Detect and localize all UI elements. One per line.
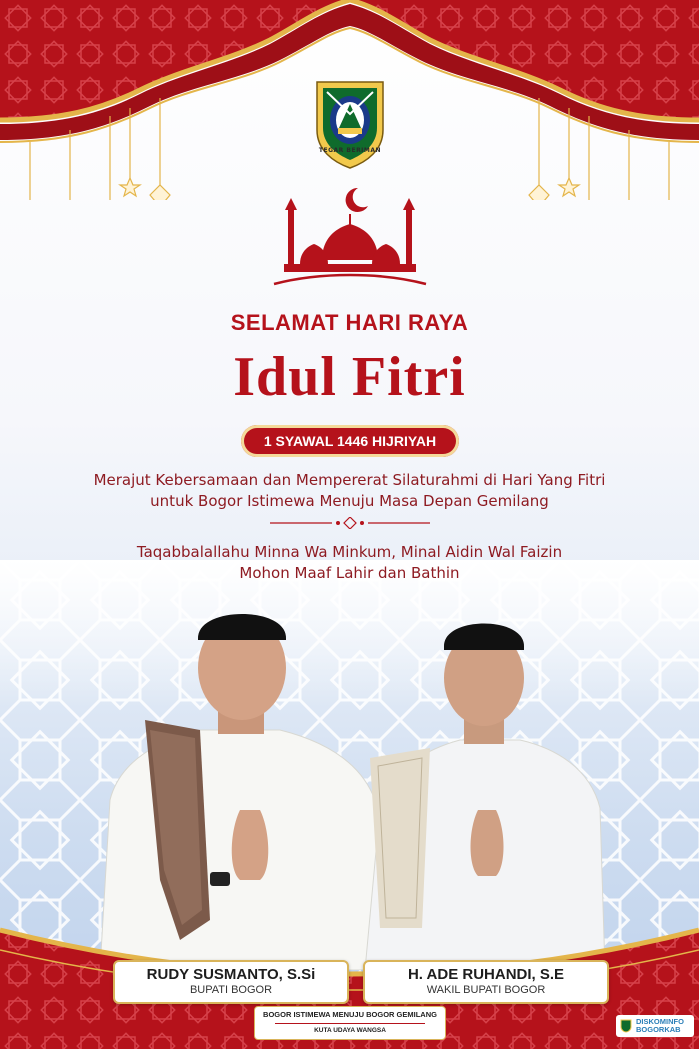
regent-title: BUPATI BOGOR	[189, 984, 273, 996]
regent-nameplate	[113, 960, 349, 1004]
diskominfo-line-2: BOGORKAB	[636, 1025, 681, 1034]
vice-regent-title: WAKIL BUPATI BOGOR	[426, 984, 546, 996]
mosque-crescent-icon	[270, 180, 430, 295]
tagline-line-1: Merajut Kebersamaan dan Mempererat Silaturahmi di Hari Yang Fitri	[93, 471, 606, 489]
prayer-line-1: Taqabbalallahu Minna Wa Minkum, Minal Aidin Wal Faizin	[136, 543, 563, 561]
logo-motto: TEGAR BERIMAN	[318, 147, 382, 154]
eid-title: Idul Fitri	[233, 346, 466, 408]
vice-regent-name: H. ADE RUHANDI, S.E	[407, 966, 565, 983]
diskominfo-label	[636, 1018, 684, 1034]
diskominfo-badge	[616, 1015, 694, 1037]
footer-divider	[275, 1023, 425, 1024]
footer-slogan: KUTA UDAYA WANGSA	[314, 1027, 386, 1034]
diskominfo-line-1: DISKOMINFO	[636, 1017, 684, 1026]
footer-motto-box	[254, 1006, 446, 1040]
tagline-line-2: untuk Bogor Istimewa Menuju Masa Depan Gemilang	[150, 492, 549, 510]
tagline-text	[40, 470, 659, 512]
prayer-text	[40, 542, 659, 584]
ornamental-divider	[270, 517, 430, 529]
footer-motto: BOGOR ISTIMEWA MENUJU BOGOR GEMILANG	[263, 1010, 437, 1019]
vice-regent-nameplate	[363, 960, 609, 1004]
prayer-line-2: Mohon Maaf Lahir dan Bathin	[239, 564, 460, 582]
kominfo-logo-icon	[619, 1019, 633, 1033]
regent-name: RUDY SUSMANTO, S.Si	[146, 966, 316, 983]
vice-regent-portrait	[360, 598, 610, 970]
hijri-date-badge: 1 SYAWAL 1446 HIJRIYAH	[241, 425, 459, 457]
greeting-heading: SELAMAT HARI RAYA	[230, 310, 469, 335]
bogor-regency-logo	[311, 78, 389, 170]
